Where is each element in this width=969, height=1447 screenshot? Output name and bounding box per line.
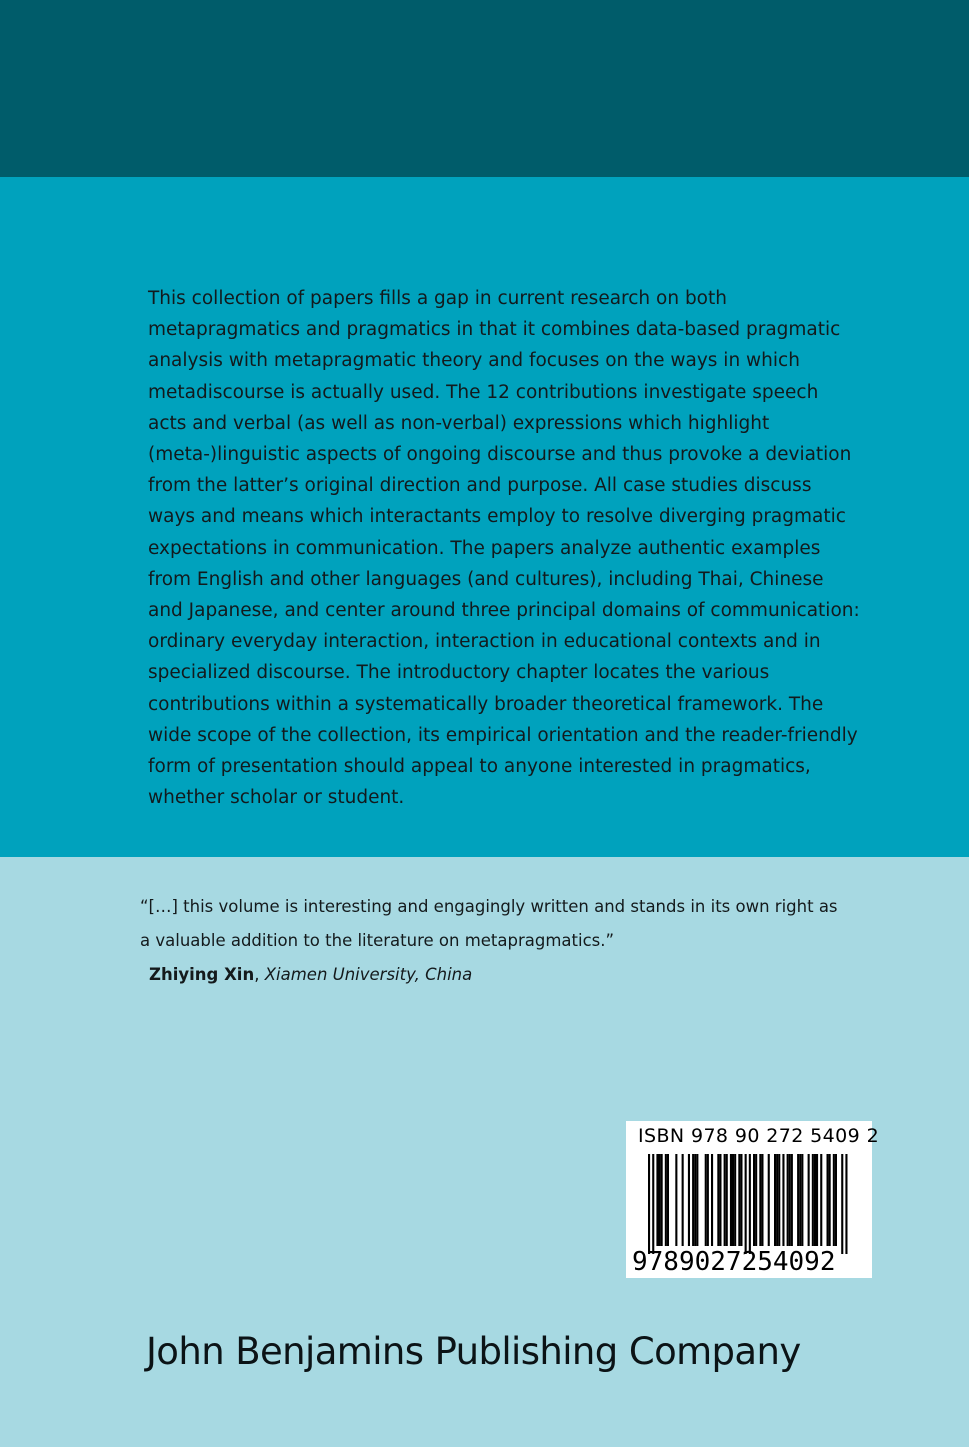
barcode-bar xyxy=(707,1154,709,1246)
barcode-bar xyxy=(797,1154,799,1246)
isbn-barcode xyxy=(626,1121,880,1278)
barcode-bar xyxy=(787,1154,789,1246)
barcode-bar xyxy=(730,1154,732,1246)
barcode-bar xyxy=(768,1154,770,1246)
barcode-bar xyxy=(734,1154,736,1246)
barcode-bar xyxy=(694,1154,696,1246)
barcode-bar xyxy=(705,1154,707,1246)
barcode-guard-bar xyxy=(652,1154,654,1254)
barcode-bar xyxy=(829,1154,831,1246)
barcode-bar xyxy=(791,1154,793,1246)
barcode-bar xyxy=(732,1154,734,1246)
barcode-bar xyxy=(719,1154,721,1246)
barcode-bar xyxy=(801,1154,803,1246)
barcode-bar xyxy=(755,1154,757,1246)
ean-digits: 9789027254092 xyxy=(632,1247,836,1277)
review-quote: “[…] this volume is interesting and engagingly written and stands in its own right as a valuable addition to the literature on metapragmatics.” xyxy=(140,897,838,950)
barcode-bar xyxy=(799,1154,801,1246)
barcode-guard-bar xyxy=(749,1154,751,1254)
barcode-bar xyxy=(835,1154,837,1246)
reviewer-affiliation: Xiamen University, China xyxy=(264,965,473,984)
barcode-bar xyxy=(661,1154,663,1246)
barcode-bar xyxy=(682,1154,684,1246)
barcode-bar xyxy=(753,1154,755,1246)
barcode-bar xyxy=(761,1154,763,1246)
barcode-bar xyxy=(808,1154,810,1246)
barcode-bar xyxy=(688,1154,690,1246)
barcode-guard-bar xyxy=(745,1154,747,1254)
barcode-bar xyxy=(782,1154,784,1246)
top-color-band xyxy=(0,0,969,177)
reviewer-name: Zhiying Xin xyxy=(149,965,255,984)
publisher-name: John Benjamins Publishing Company xyxy=(146,1330,801,1373)
barcode-bar xyxy=(812,1154,814,1246)
barcode-bar xyxy=(816,1154,818,1246)
barcode-bar xyxy=(738,1154,740,1246)
barcode-bar xyxy=(820,1154,822,1246)
barcode-bar xyxy=(759,1154,761,1246)
barcode-bar xyxy=(740,1154,742,1246)
barcode-bar xyxy=(675,1154,677,1246)
isbn-label: ISBN 978 90 272 5409 2 xyxy=(638,1125,880,1147)
barcode-bar xyxy=(711,1154,713,1246)
barcode-guard-bar xyxy=(841,1154,843,1254)
barcode-bar xyxy=(667,1154,669,1246)
barcode-bar xyxy=(724,1154,726,1246)
barcode-bar xyxy=(659,1154,661,1246)
barcode-bar xyxy=(776,1154,778,1246)
barcode-bar xyxy=(789,1154,791,1246)
barcode-bar xyxy=(656,1154,658,1246)
barcode-bar xyxy=(717,1154,719,1246)
barcode-bar xyxy=(726,1154,728,1246)
review-attribution: Zhiying Xin, Xiamen University, China xyxy=(149,965,473,984)
barcode-bar xyxy=(827,1154,829,1246)
barcode-guard-bar xyxy=(845,1154,847,1254)
barcode-bar xyxy=(774,1154,776,1246)
barcode-guard-bar xyxy=(648,1154,650,1254)
barcode-bar xyxy=(833,1154,835,1246)
barcode-bar xyxy=(778,1154,780,1246)
barcode-bar xyxy=(692,1154,694,1246)
barcode-bar xyxy=(696,1154,698,1246)
barcode-bar xyxy=(665,1154,667,1246)
barcode-bar xyxy=(814,1154,816,1246)
book-description: This collection of papers fills a gap in current research on both metapragmatics and pragmatics in that it combines data-based pragmatic analysis with metapragmatic theory and focuses on the ways in which metadiscourse is actually used. The 12 contributions investigate speech acts and verbal (as well as non-verbal) expressions which highlight (meta-)linguistic aspects of ongoing discourse and thus provoke a deviation from the latter’s original direction and purpose. All case studies discuss ways and means which interactants employ to resolve diverging pragmatic expectations in communication. The papers analyze authentic examples from English and other languages (and cultures), including Thai, Chinese and Japanese, and center around three principal domains of communication: ordinary everyday interaction, interaction in educational contexts and in specialized discourse. The introductory chapter locates the various contributions within a systematically broader theoretical framework. The wide scope of the collection, its empirical orientation and the reader-friendly form of presentation should appeal to anyone interested in pragmatics, whether scholar or student. xyxy=(148,288,860,809)
